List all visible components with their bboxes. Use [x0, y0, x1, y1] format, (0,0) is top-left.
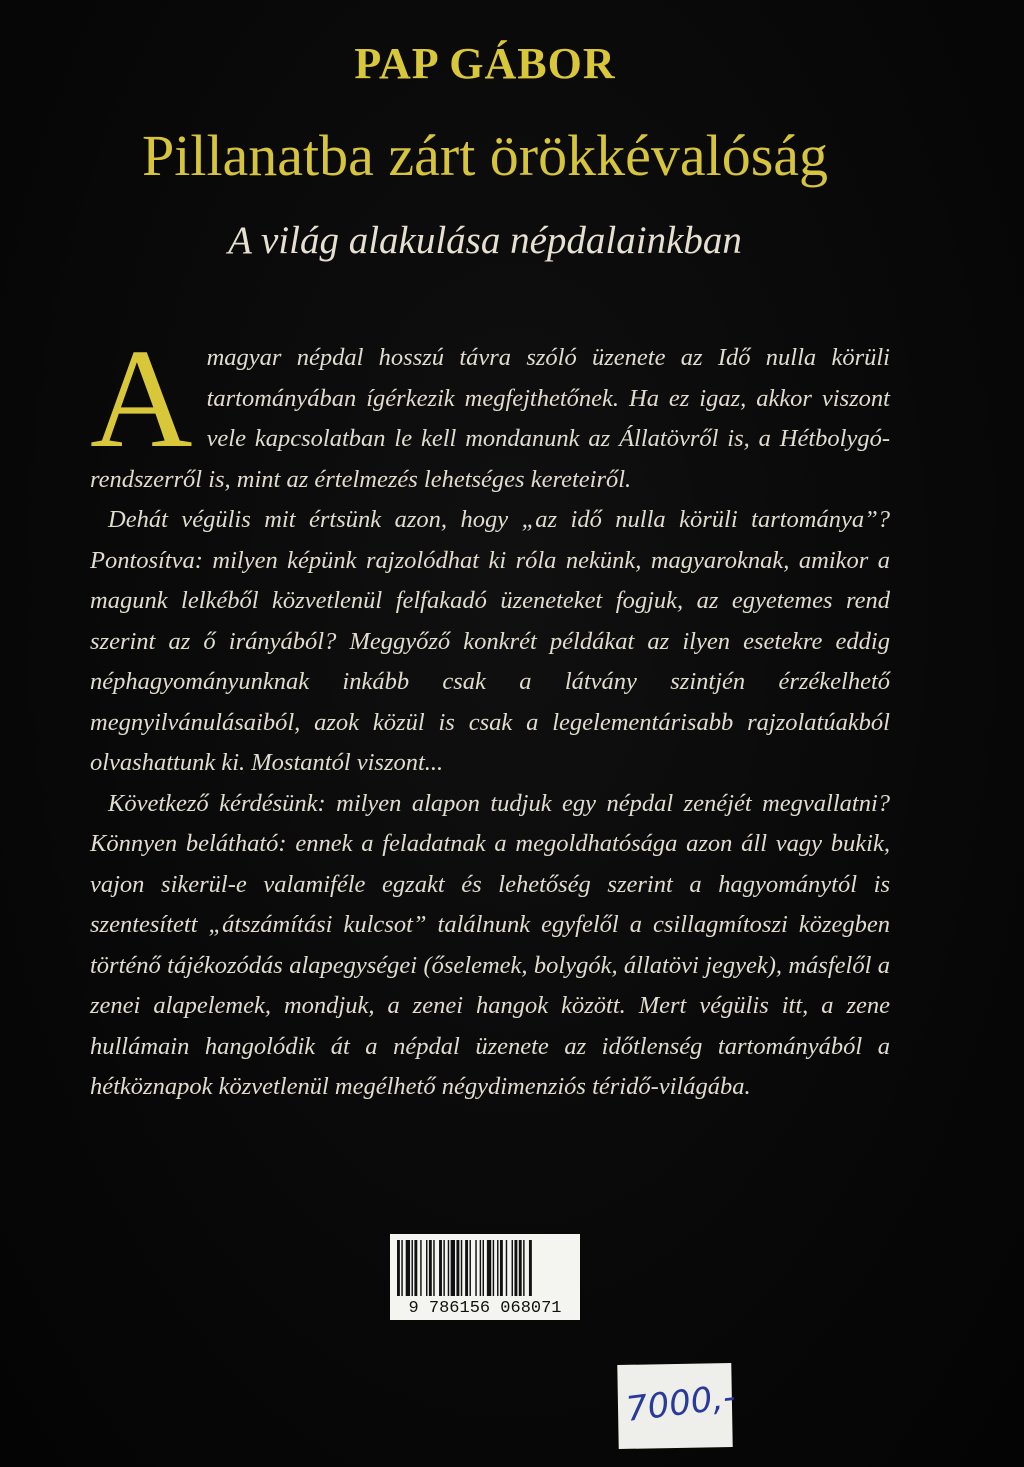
barcode-bar — [412, 1240, 413, 1296]
barcode-bars — [395, 1240, 575, 1298]
barcode-bar — [433, 1240, 434, 1296]
barcode-bar — [429, 1240, 432, 1296]
book-title: Pillanatba zárt örökkévalóság — [141, 123, 829, 188]
barcode-bar — [443, 1240, 444, 1296]
barcode-bar — [426, 1240, 427, 1296]
barcode-bar — [475, 1240, 476, 1296]
barcode-bar — [512, 1240, 513, 1296]
barcode-bar — [401, 1240, 402, 1296]
price-handwritten: 7000,- — [623, 1376, 738, 1430]
blurb-paragraph-2: Dehát végülis mit értsünk azon, hogy „az idő nulla körüli tartománya”? Pontosítva: milyen képünk rajzolódhat ki róla nekünk, magyaroknak, amikor a magunk lelkéből közvetlenül felfakadó üzeneteket fogjuk, az egyetemes rend szerint az ő irányából? Meggyőző konkrét példákat az ilyen esetekre eddig néphagyományunknak inkább csak a látvány szintjén érzékelhető megnyilvánulásaiból, azok közül is csak a legelementárisabb rajzolatúakból olvashattunk ki. Mostantól viszont... — [90, 506, 890, 776]
book-subtitle: A világ alakulása népdalainkban — [228, 219, 742, 262]
barcode-bar — [439, 1240, 442, 1296]
barcode-bar — [529, 1240, 532, 1296]
isbn-barcode — [390, 1234, 580, 1320]
barcode-bar — [414, 1240, 417, 1296]
price-sticker — [617, 1363, 738, 1449]
barcode-bar — [397, 1240, 400, 1296]
blurb-text — [90, 319, 890, 1108]
barcode-bar — [493, 1240, 494, 1296]
barcode-bar — [461, 1240, 462, 1296]
barcode-bar — [500, 1240, 503, 1296]
isbn-number: 9 786156 068071 — [408, 1299, 562, 1318]
barcode-bar — [465, 1240, 468, 1296]
barcode-bar — [420, 1240, 421, 1296]
barcode-bar — [497, 1240, 498, 1296]
barcode-bar — [448, 1240, 449, 1296]
drop-cap: A — [90, 319, 193, 477]
barcode-bar — [451, 1240, 455, 1296]
blurb-paragraph-3: Következő kérdésünk: milyen alapon tudjuk egy népdal zenéjét megvallatni? Könnyen belátható: ennek a feladatnak a megoldhatósága azon áll vagy bukik, vajon sikerül-e valamiféle egzakt és lehetőség szerint a hagyománytól is szentesített „átszámítási kulcsot” találnunk egyfelől a csillagmítoszi közegben történő tájékozódás alapegységei (őselemek, bolygók, állatövi jegyek), másfelől a zenei alapelemek, mondjuk, a zenei hangok között. Mert végülis itt, a zene hullámain hangolódik át a népdal üzenete az időtlenség tartományából a hétköznapok közvetlenül megélhető négydimenziós téridő-világába. — [90, 789, 890, 1100]
blurb-paragraph-1 — [90, 319, 890, 500]
barcode-bar — [456, 1240, 459, 1296]
barcode-bar — [487, 1240, 491, 1296]
blurb-paragraph-1-text: magyar népdal hosszú távra szóló üzenete az Idő nulla körüli tartományában ígérkezik megfejthetőnek. Ha ez igaz, akkor viszont vele kapcsolatban le kell mondanunk az Állatövről is, a Hétbolygó-rendszerről is, mint az értelmezés lehetséges kereteiről. — [90, 344, 890, 493]
barcode-bar — [470, 1240, 471, 1296]
barcode-bar — [480, 1240, 481, 1296]
barcode-bar — [483, 1240, 484, 1296]
barcode-bar — [514, 1240, 517, 1296]
author-name: PAP GÁBOR — [354, 39, 616, 88]
barcode-bar — [523, 1240, 524, 1296]
barcode-bar — [406, 1240, 410, 1296]
barcode-bar — [506, 1240, 507, 1296]
barcode-bar — [519, 1240, 522, 1296]
